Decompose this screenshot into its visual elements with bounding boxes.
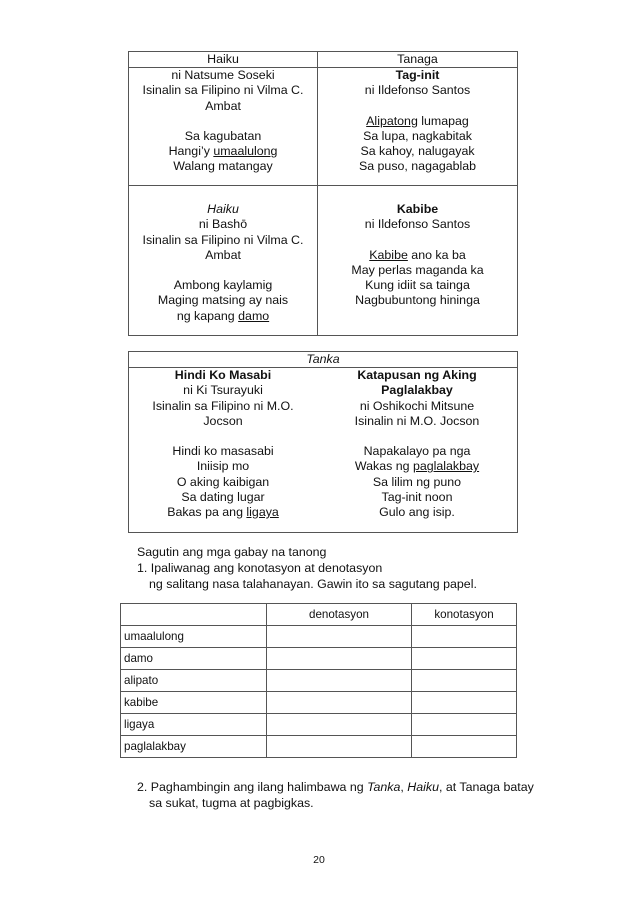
haiku1-author: ni Natsume Soseki — [171, 68, 275, 83]
vocab-word: kabibe — [121, 692, 267, 714]
tanka-katapusan — [317, 368, 518, 533]
tanka1-line-5: Bakas pa ang ligaya — [167, 505, 279, 520]
tanaga2-line-4: Nagbubuntong hininga — [355, 293, 480, 308]
tanka1-title: Hindi Ko Masabi — [174, 368, 272, 383]
denotasyon-cell[interactable] — [267, 714, 412, 736]
tanka-hindi-ko-masabi — [129, 368, 318, 533]
tanka1-line-3: O aking kaibigan — [176, 474, 270, 489]
header-haiku: Haiku — [129, 52, 318, 68]
tanaga2-title: Kabibe — [396, 202, 439, 217]
tanka1-line-2: Iniisip mo — [196, 459, 250, 474]
denotasyon-cell[interactable] — [267, 692, 412, 714]
haiku1-line-3: Walang matangay — [173, 159, 273, 174]
haiku2-translator-1: Isinalin sa Filipino ni Vilma C. — [142, 232, 304, 247]
table-row — [121, 692, 517, 714]
haiku1-line-2: Hangi’y umaalulong — [168, 144, 278, 159]
tanka2-line-2: Wakas ng paglalakbay — [354, 459, 480, 474]
tanaga1-line-2: Sa lupa, nagkabitak — [363, 129, 472, 143]
haiku2-author: ni Bashō — [198, 217, 248, 232]
question-2-line-2: sa sukat, tugma at pagbigkas. — [149, 796, 314, 810]
table-row — [121, 670, 517, 692]
tanaga-kabibe — [318, 186, 518, 336]
haiku1-translator-1: Isinalin sa Filipino ni Vilma C. — [142, 83, 304, 98]
vocab-word: alipato — [121, 670, 267, 692]
tanka-table — [128, 351, 518, 533]
denotasyon-cell[interactable] — [267, 648, 412, 670]
haiku2-line-2: Maging matsing ay nais — [157, 293, 289, 308]
haiku2-translator-2: Ambat — [205, 247, 241, 262]
tanaga2-line-3: Kung idiit sa tainga — [365, 278, 470, 293]
instructions-heading: Sagutin ang mga gabay na tanong — [137, 545, 327, 559]
tanka2-line-1: Napakalayo pa nga — [363, 444, 471, 459]
konotasyon-cell[interactable] — [412, 736, 517, 758]
tanka1-line-4: Sa dating lugar — [181, 489, 265, 504]
haiku1-translator-2: Ambat — [205, 98, 241, 113]
tanaga2-line-2: May perlas maganda ka — [351, 263, 484, 277]
page-number: 20 — [313, 854, 325, 866]
tanaga1-line-3: Sa kahoy, nalugayak — [360, 144, 475, 159]
tanaga1-line-4: Sa puso, nagagablab — [358, 159, 477, 174]
table-row — [121, 626, 517, 648]
vocab-word: umaalulong — [121, 626, 267, 648]
vocab-header-denotasyon: denotasyon — [267, 604, 412, 626]
tanaga2-line-1: Kabibe ano ka ba — [369, 247, 466, 262]
tanka2-title-1: Katapusan ng Aking — [357, 368, 477, 383]
tanaga-tag-init — [318, 68, 518, 186]
table-row — [121, 714, 517, 736]
vocab-header-blank — [121, 604, 267, 626]
vocab-word: damo — [121, 648, 267, 670]
tanka2-author: ni Oshikochi Mitsune — [359, 398, 475, 413]
tanka1-line-1: Hindi ko masasabi — [172, 444, 274, 459]
table-row — [121, 736, 517, 758]
table-row — [121, 648, 517, 670]
tanka2-line-5: Gulo ang isip. — [379, 505, 455, 520]
konotasyon-cell[interactable] — [412, 714, 517, 736]
tanka2-translator: Isinalin ni M.O. Jocson — [354, 413, 480, 428]
tanka2-title-2: Paglalakbay — [381, 383, 453, 398]
konotasyon-cell[interactable] — [412, 648, 517, 670]
haiku2-line-3: ng kapang damo — [176, 308, 270, 323]
haiku-tanaga-table — [128, 51, 518, 336]
tanaga1-author: ni Ildefonso Santos — [364, 83, 471, 98]
tanaga1-title: Tag-init — [395, 68, 440, 83]
tanka1-author: ni Ki Tsurayuki — [183, 383, 263, 398]
tanka2-line-3: Sa lilim ng puno — [372, 474, 462, 489]
haiku1-line-1: Sa kagubatan — [184, 129, 262, 143]
tanka1-translator-1: Isinalin sa Filipino ni M.O. — [152, 398, 294, 413]
haiku-natsume-soseki — [129, 68, 318, 186]
question-1-line-1: 1. Ipaliwanag ang konotasyon at denotasyon — [137, 561, 383, 575]
tanaga2-author: ni Ildefonso Santos — [364, 217, 471, 232]
vocab-word: ligaya — [121, 714, 267, 736]
denotasyon-cell[interactable] — [267, 736, 412, 758]
haiku2-title: Haiku — [207, 202, 239, 217]
question-1-line-2: ng salitang nasa talahanayan. Gawin ito sa sagutang papel. — [149, 577, 477, 591]
vocabulary-table — [120, 603, 517, 758]
haiku2-line-1: Ambong kaylamig — [173, 278, 273, 293]
tanka2-line-4: Tag-init noon — [381, 489, 453, 504]
vocab-header-konotasyon: konotasyon — [412, 604, 517, 626]
haiku-basho — [129, 186, 318, 336]
konotasyon-cell[interactable] — [412, 692, 517, 714]
tanka1-translator-2: Jocson — [203, 413, 243, 428]
denotasyon-cell[interactable] — [267, 626, 412, 648]
tanaga1-line-1: Alipatong lumapag — [366, 113, 469, 128]
header-tanka: Tanka — [129, 352, 518, 368]
question-2-line-1: 2. Paghambingin ang ilang halimbawa ng Tanka, Haiku, at Tanaga batay — [137, 780, 534, 794]
konotasyon-cell[interactable] — [412, 670, 517, 692]
header-tanaga: Tanaga — [318, 52, 518, 68]
konotasyon-cell[interactable] — [412, 626, 517, 648]
vocab-word: paglalakbay — [121, 736, 267, 758]
denotasyon-cell[interactable] — [267, 670, 412, 692]
